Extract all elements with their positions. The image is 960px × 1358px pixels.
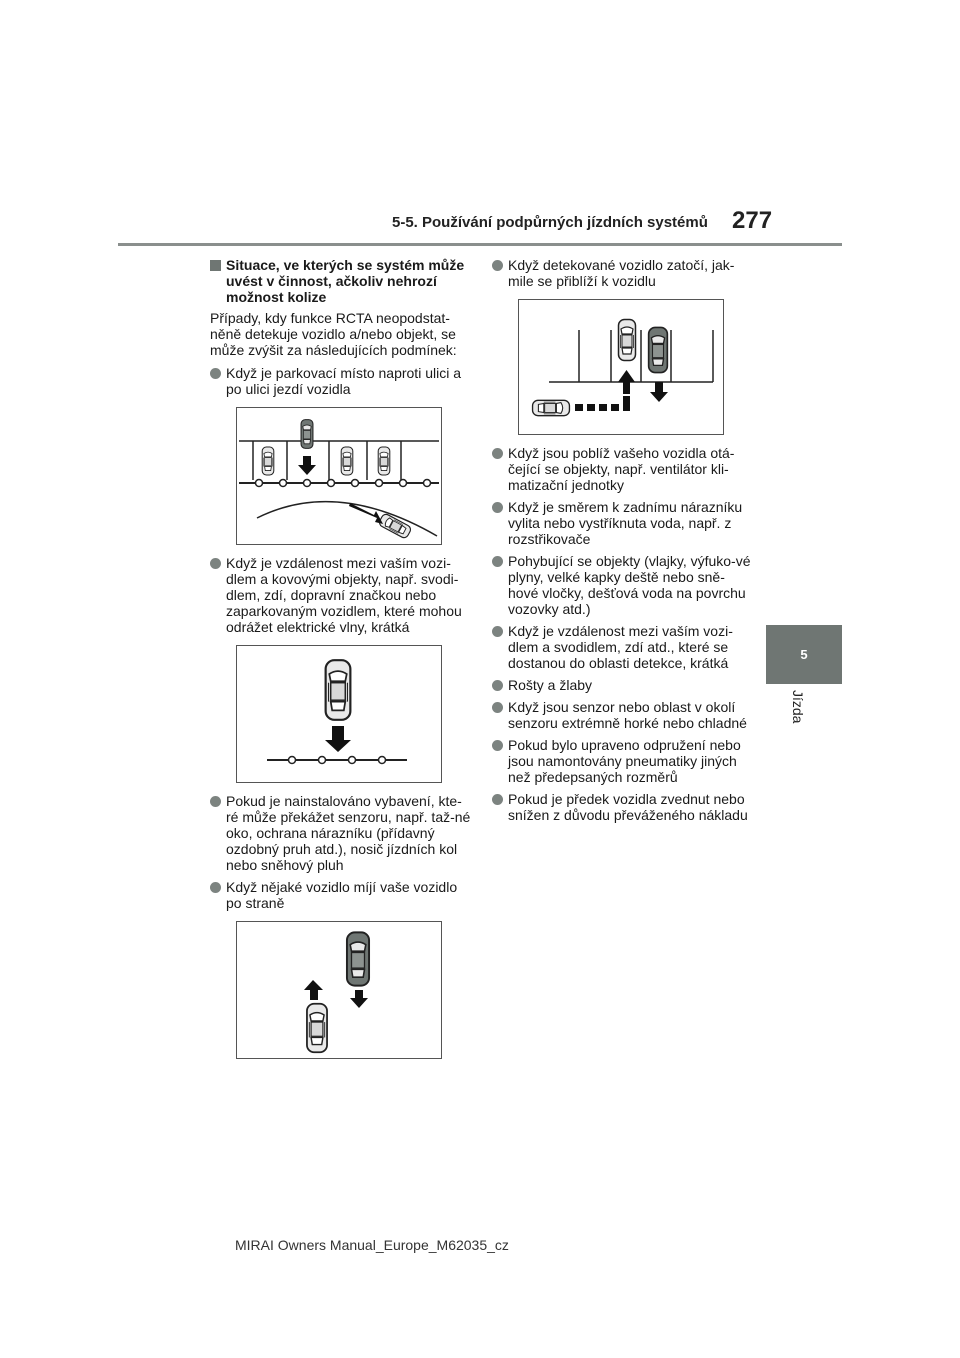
circle-bullet-icon — [492, 702, 503, 713]
circle-bullet-icon — [492, 680, 503, 691]
illustration-metal-objects — [236, 645, 442, 783]
circle-bullet-icon — [210, 796, 221, 807]
circle-bullet-icon — [492, 260, 503, 271]
list-item-text: Když je směrem k zadnímu nárazníku vylita nebo vystříknuta voda, např. z rozstřikovače — [508, 499, 743, 547]
list-item — [492, 677, 752, 693]
list-item — [492, 553, 752, 617]
list-item — [492, 737, 752, 785]
circle-bullet-icon — [492, 448, 503, 459]
list-item — [210, 793, 472, 873]
list-item-text: Když je vzdálenost mezi vaším vozi-dlem a kovovými objekty, např. svodi-dlem, zdí, dopravní značkou nebo zaparkovaným vozidlem, které mohou odrážet elektrické vlny, krátká — [226, 555, 462, 635]
list-item-text: Když je vzdálenost mezi vaším vozi-dlem a svodidlem, zdí atd., které se dostanou do oblasti detekce, krátká — [508, 623, 733, 671]
circle-bullet-icon — [492, 794, 503, 805]
list-item — [492, 257, 752, 289]
list-item-text: Když jsou poblíž vašeho vozidla otá-čející se objekty, např. ventilátor kli-matizační jednotky — [508, 445, 735, 493]
header-divider — [118, 243, 842, 246]
circle-bullet-icon — [492, 556, 503, 567]
footer-text: MIRAI Owners Manual_Europe_M62035_cz — [235, 1237, 509, 1253]
list-item-text: Pokud bylo upraveno odpružení nebo jsou namontovány pneumatiky jiných než předepsaných rozměrů — [508, 737, 741, 785]
section-heading — [210, 257, 472, 305]
left-column — [210, 257, 472, 1069]
circle-bullet-icon — [210, 558, 221, 569]
list-item-text: Když je parkovací místo naproti ulici a po ulici jezdí vozidla — [226, 365, 461, 397]
page-number: 277 — [732, 207, 773, 234]
list-item — [492, 445, 752, 493]
circle-bullet-icon — [210, 882, 221, 893]
circle-bullet-icon — [492, 626, 503, 637]
list-item — [210, 365, 472, 397]
circle-bullet-icon — [492, 740, 503, 751]
illustration-turning-vehicle — [518, 299, 724, 435]
illustration-parking-street — [236, 407, 442, 545]
list-item — [210, 555, 472, 635]
list-item-text: Rošty a žlaby — [508, 677, 593, 693]
list-item-text: Pokud je předek vozidla zvednut nebo snížen z důvodu převáženého nákladu — [508, 791, 748, 823]
list-item-text: Pokud je nainstalováno vybavení, kte-ré může překážet senzoru, např. taž-né oko, ochrana nárazníku (přídavný ozdobný pruh atd.), nosič jízdních kol nebo sněhový pluh — [226, 793, 471, 873]
circle-bullet-icon — [492, 502, 503, 513]
list-item — [492, 499, 752, 547]
list-item-text: Když jsou senzor nebo oblast v okolí senzoru extrémně horké nebo chladné — [508, 699, 747, 731]
chapter-tab — [766, 625, 842, 684]
square-bullet-icon — [210, 260, 221, 271]
list-item — [492, 699, 752, 731]
list-item — [210, 879, 472, 911]
right-column — [492, 257, 752, 829]
intro-paragraph: Případy, kdy funkce RCTA neopodstat-něně detekuje vozidlo a/nebo objekt, se může zvýšit za následujících podmínek: — [210, 310, 457, 358]
illustration-passing-vehicle — [236, 921, 442, 1059]
list-item — [492, 623, 752, 671]
heading-text: Situace, ve kterých se systém může uvést v činnost, ačkoliv nehrozí možnost kolize — [226, 257, 465, 305]
list-item-text: Když nějaké vozidlo míjí vaše vozidlo po straně — [226, 879, 458, 911]
section-title: 5-5. Používání podpůrných jízdních systémů — [392, 214, 708, 231]
list-item-text: Pohybující se objekty (vlajky, výfuko-vé plyny, velké kapky deště nebo sně-hové vločky, dešťová voda na povrchu vozovky atd.) — [508, 553, 751, 617]
chapter-number: 5 — [800, 647, 808, 662]
chapter-name: Jízda — [790, 690, 806, 724]
list-item-text: Když detekované vozidlo zatočí, jak-mile se přiblíží k vozidlu — [508, 257, 735, 289]
list-item — [492, 791, 752, 823]
circle-bullet-icon — [210, 368, 221, 379]
